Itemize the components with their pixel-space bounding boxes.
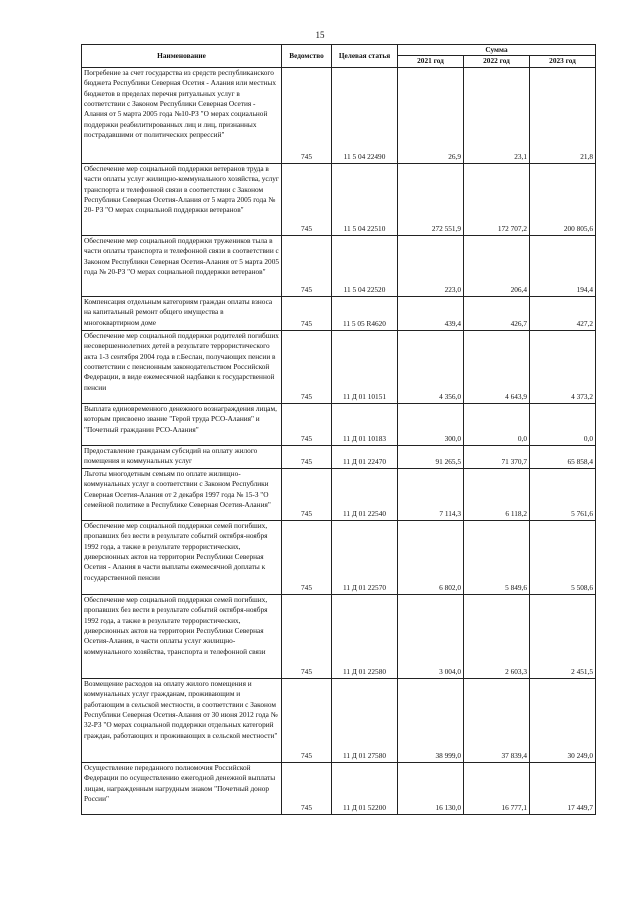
row-value-2023: 2 451,5 [530, 594, 596, 678]
row-value-2023: 17 449,7 [530, 762, 596, 814]
row-value-2022: 23,1 [464, 67, 530, 163]
header-year-2022: 2022 год [464, 56, 530, 67]
row-department: 745 [282, 762, 332, 814]
row-name: Выплата единовременного денежного вознаграждения лицам, которым присвоено звание "Герой труда РСО-Алания" и "Почетный гражданин РСО-Алания" [82, 403, 282, 445]
row-article: 11 5 05 R4620 [332, 296, 398, 330]
header-article: Целевая статья [332, 45, 398, 68]
row-value-2022: 16 777,1 [464, 762, 530, 814]
budget-table [81, 44, 596, 815]
row-value-2022: 0,0 [464, 403, 530, 445]
table-row [82, 296, 596, 330]
row-value-2022: 71 370,7 [464, 445, 530, 468]
row-value-2022: 426,7 [464, 296, 530, 330]
row-name: Погребение за счет государства из средств республиканского бюджета Республики Северная Осетия - Алания или местных бюджетов в пределах перечня ритуальных услуг в соответствии с Законом Республики Северная Осетия - Алания от 5 марта 2005 года №10-РЗ "О мерах социальной поддержки реабилитированных лиц и лиц, признанных пострадавшими от политических репрессий" [82, 67, 282, 163]
row-name: Предоставление гражданам субсидий на оплату жилого помещения и коммунальных услуг [82, 445, 282, 468]
row-value-2022: 37 839,4 [464, 678, 530, 762]
table-row [82, 594, 596, 678]
row-department: 745 [282, 163, 332, 235]
row-value-2022: 172 707,2 [464, 163, 530, 235]
row-value-2023: 200 805,6 [530, 163, 596, 235]
row-department: 745 [282, 67, 332, 163]
row-name: Осуществление переданного полномочия Российской Федерации по осуществлению ежегодной денежной выплаты лицам, награжденным нагрудным знаком "Почетный донор России" [82, 762, 282, 814]
row-department: 745 [282, 594, 332, 678]
table-row [82, 330, 596, 403]
row-department: 745 [282, 403, 332, 445]
table-row [82, 235, 596, 296]
row-article: 11 Д 01 22570 [332, 520, 398, 594]
header-year-2023: 2023 год [530, 56, 596, 67]
row-article: 11 Д 01 10151 [332, 330, 398, 403]
row-value-2022: 2 603,3 [464, 594, 530, 678]
row-article: 11 Д 01 22580 [332, 594, 398, 678]
row-value-2021: 223,0 [398, 235, 464, 296]
row-name: Обеспечение мер социальной поддержки родителей погибших несовершеннолетних детей в результате террористического акта 1-3 сентября 2004 года в г.Беслан, получающих пенсии в соответствии с пенсионным законодательством Российской Федерации, в виде ежемесячной надбавки к государственной пенсии [82, 330, 282, 403]
table-row [82, 762, 596, 814]
row-department: 745 [282, 235, 332, 296]
row-article: 11 5 04 22510 [332, 163, 398, 235]
row-value-2021: 38 999,0 [398, 678, 464, 762]
row-value-2023: 5 508,6 [530, 520, 596, 594]
row-name: Обеспечение мер социальной поддержки ветеранов труда в части оплаты услуг жилищно-коммунального хозяйства, услуг транспорта и телефонной связи в соответствии с Законом Республики Северная Осетия-Алания от 5 марта 2005 года № 20- РЗ "О мерах социальной поддержки ветеранов" [82, 163, 282, 235]
row-value-2022: 4 643,9 [464, 330, 530, 403]
row-department: 745 [282, 296, 332, 330]
row-value-2022: 5 849,6 [464, 520, 530, 594]
row-value-2021: 439,4 [398, 296, 464, 330]
row-article: 11 Д 01 22470 [332, 445, 398, 468]
row-value-2022: 206,4 [464, 235, 530, 296]
row-value-2023: 30 249,0 [530, 678, 596, 762]
header-year-2021: 2021 год [398, 56, 464, 67]
row-value-2023: 427,2 [530, 296, 596, 330]
table-row [82, 67, 596, 163]
table-row [82, 445, 596, 468]
row-value-2023: 65 858,4 [530, 445, 596, 468]
row-value-2021: 272 551,9 [398, 163, 464, 235]
row-value-2021: 16 130,0 [398, 762, 464, 814]
row-department: 745 [282, 468, 332, 520]
row-value-2021: 7 114,3 [398, 468, 464, 520]
row-name: Возмещение расходов на оплату жилого помещения и коммунальных услуг гражданам, проживающим и работающим в сельской местности, в соответствии с Законом Республики Северная Осетия-Алания от 30 июня 2012 года № 32-РЗ "О мерах социальной поддержки отдельных категорий граждан, работающих и проживающих в сельской местности" [82, 678, 282, 762]
header-sum: Сумма [398, 45, 596, 56]
row-value-2021: 4 356,0 [398, 330, 464, 403]
row-article: 11 Д 01 52200 [332, 762, 398, 814]
row-value-2021: 26,9 [398, 67, 464, 163]
header-name: Наименование [82, 45, 282, 68]
row-value-2023: 194,4 [530, 235, 596, 296]
row-article: 11 5 04 22520 [332, 235, 398, 296]
table-row [82, 520, 596, 594]
row-article: 11 Д 01 10183 [332, 403, 398, 445]
row-department: 745 [282, 330, 332, 403]
table-row [82, 163, 596, 235]
row-name: Компенсация отдельным категориям граждан оплаты взноса на капитальный ремонт общего имущества в многоквартирном доме [82, 296, 282, 330]
table-row [82, 468, 596, 520]
row-article: 11 Д 01 27580 [332, 678, 398, 762]
row-article: 11 5 04 22490 [332, 67, 398, 163]
row-name: Обеспечение мер социальной поддержки семей погибших, пропавших без вести в результате событий октября-ноября 1992 года, а также в результате террористических, диверсионных актов на территории Республики Северная Осетия-Алания, в части оплаты услуг жилищно-коммунального хозяйства, транспорта и телефонной связи [82, 594, 282, 678]
row-name: Обеспечение мер социальной поддержки семей погибших, пропавших без вести в результате событий октября-ноября 1992 года, а также в результате террористических, диверсионных актов на территории Республики Северная Осетия - Алания в части выплаты ежемесячной доплаты к государственной пенсии [82, 520, 282, 594]
row-value-2021: 6 802,0 [398, 520, 464, 594]
table-row [82, 678, 596, 762]
row-value-2021: 3 004,0 [398, 594, 464, 678]
row-name: Обеспечение мер социальной поддержки тружеников тыла в части оплаты транспорта и телефонной связи в соответствии с Законом Республики Северная Осетия-Алания от 5 марта 2005 года № 20-РЗ "О мерах социальной поддержки ветеранов" [82, 235, 282, 296]
table-row [82, 403, 596, 445]
row-article: 11 Д 01 22540 [332, 468, 398, 520]
row-department: 745 [282, 520, 332, 594]
row-value-2023: 5 761,6 [530, 468, 596, 520]
row-name: Льготы многодетным семьям по оплате жилищно-коммунальных услуг в соответствии с Законом Республики Северная Осетия-Алания от 2 декабря 1997 года № 15-З "О семейной политике в Республике Северная Осетия-Алания" [82, 468, 282, 520]
row-value-2023: 0,0 [530, 403, 596, 445]
row-value-2022: 6 118,2 [464, 468, 530, 520]
row-value-2021: 91 265,5 [398, 445, 464, 468]
row-value-2023: 4 373,2 [530, 330, 596, 403]
page-number: 15 [315, 30, 325, 40]
row-value-2021: 300,0 [398, 403, 464, 445]
row-department: 745 [282, 678, 332, 762]
row-value-2023: 21,8 [530, 67, 596, 163]
header-department: Ведомство [282, 45, 332, 68]
row-department: 745 [282, 445, 332, 468]
